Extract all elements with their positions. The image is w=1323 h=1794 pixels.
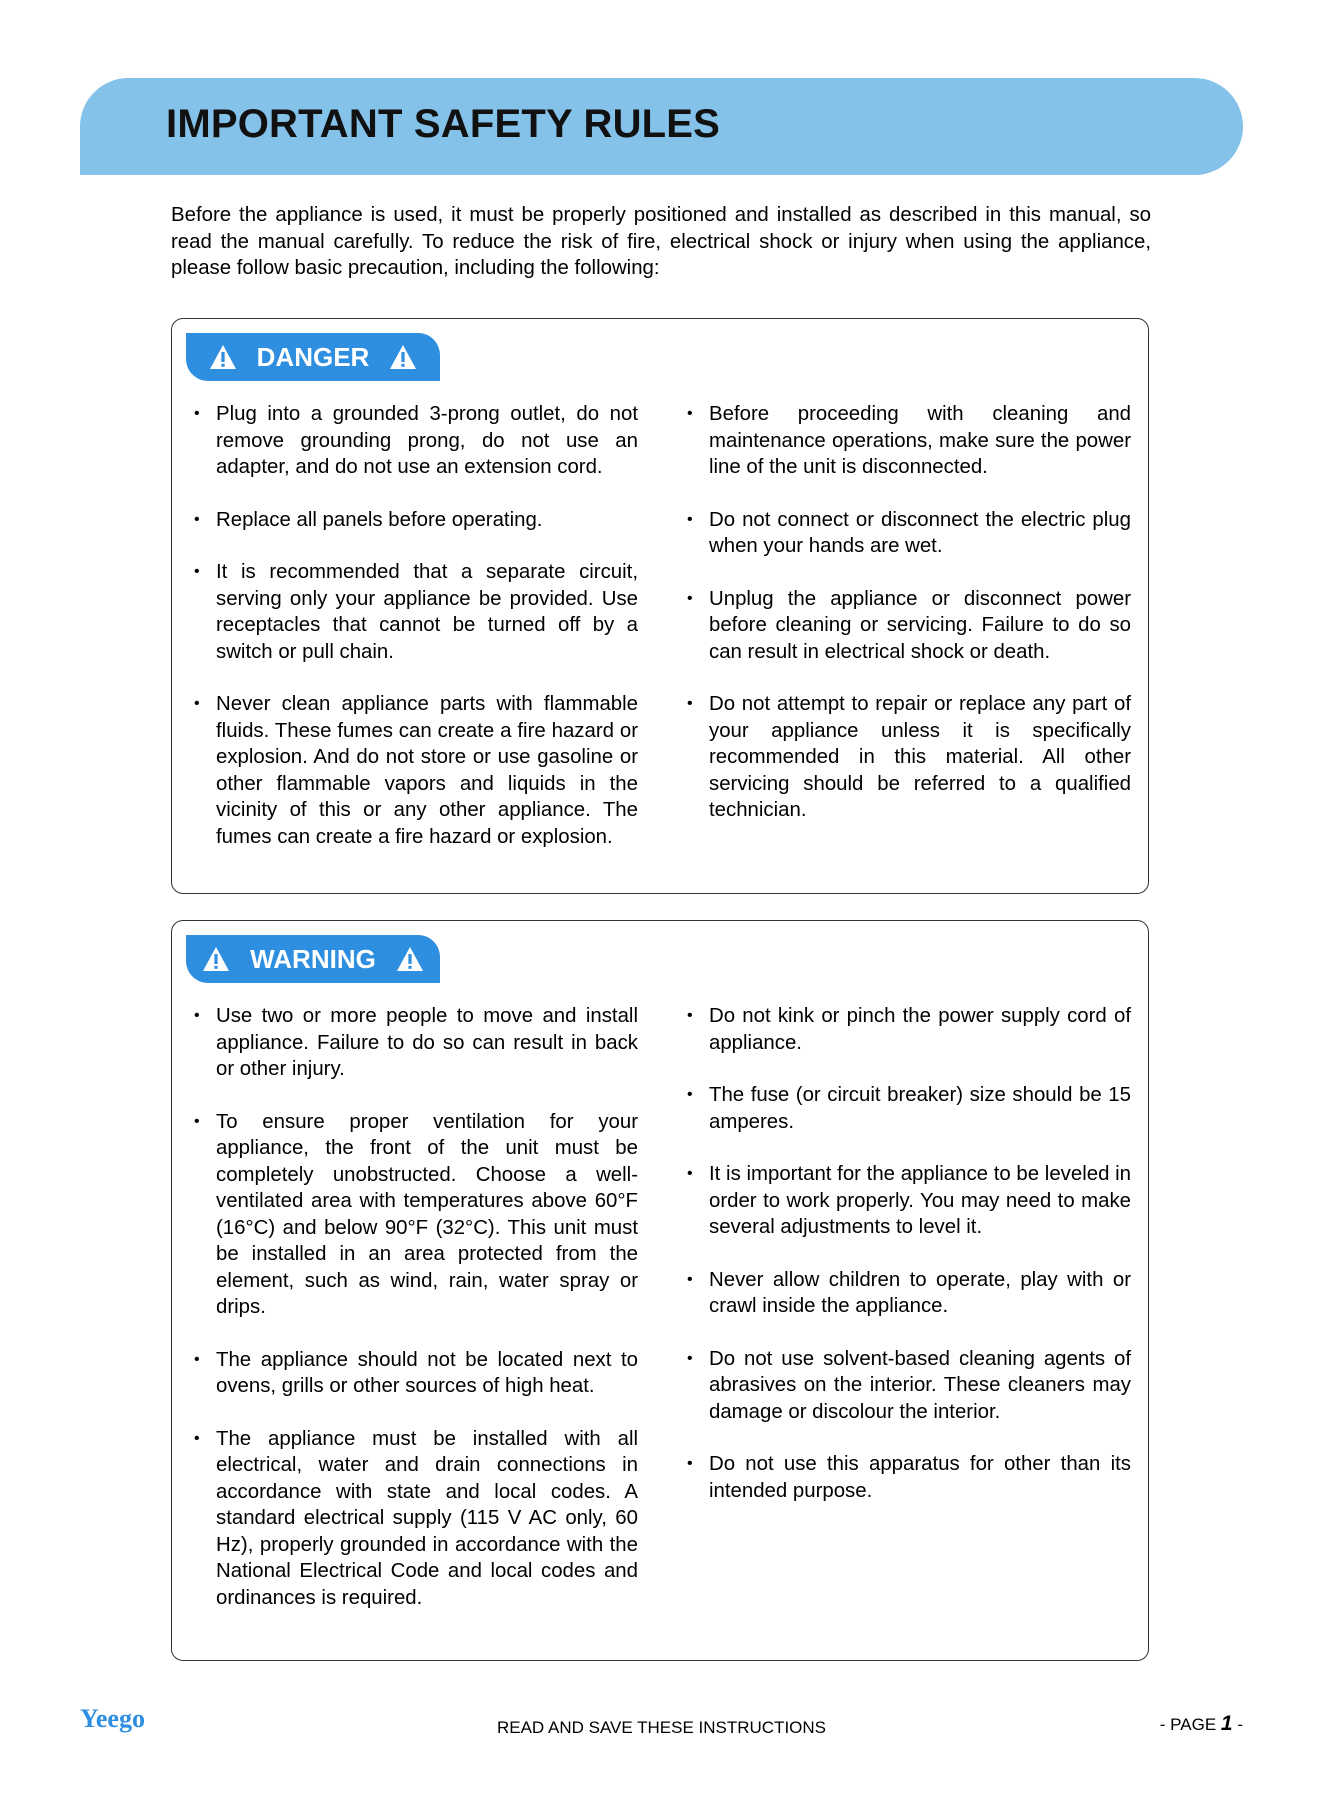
- warning-triangle-icon: [396, 946, 424, 972]
- warning-triangle-icon: [202, 946, 230, 972]
- list-item: • Before proceeding with cleaning and maintenance operations, make sure the power line of the unit is disconnected.: [687, 401, 1131, 481]
- list-item: • The fuse (or circuit breaker) size should be 15 amperes.: [687, 1082, 1131, 1135]
- danger-right-list: [687, 401, 1131, 850]
- warning-label: WARNING: [250, 943, 376, 974]
- list-item: • The appliance should not be located next to ovens, grills or other sources of high heat.: [194, 1347, 638, 1400]
- list-item: • The appliance must be installed with all electrical, water and drain connections in accordance with state and local codes. A standard electrical supply (115 V AC only, 60 Hz), properly grounded in accordance with the National Electrical Code and local codes and ordinances is required.: [194, 1426, 638, 1612]
- list-item: • Replace all panels before operating.: [194, 507, 638, 534]
- danger-panel: [171, 318, 1149, 894]
- danger-left-list: [194, 401, 638, 876]
- list-item: • Use two or more people to move and install appliance. Failure to do so can result in back or other injury.: [194, 1003, 638, 1083]
- warning-triangle-icon: [389, 344, 417, 370]
- intro-paragraph: Before the appliance is used, it must be properly positioned and installed as described in this manual, so read the manual carefully. To reduce the risk of fire, electrical shock or injury when using the appliance, please follow basic precaution, including the following:: [171, 204, 1151, 279]
- page-prefix: - PAGE: [1159, 1715, 1217, 1734]
- list-item: • Unplug the appliance or disconnect power before cleaning or servicing. Failure to do so can result in electrical shock or death.: [687, 586, 1131, 666]
- warning-triangle-icon: [209, 344, 237, 370]
- list-item: • To ensure proper ventilation for your appliance, the front of the unit must be completely unobstructed. Choose a well-ventilated area with temperatures above 60°F (16°C) and below 90°F (32°C). This unit must be installed in an area protected from the element, such as wind, rain, water spray or drips.: [194, 1109, 638, 1321]
- list-item: • Do not use this apparatus for other than its intended purpose.: [687, 1451, 1131, 1504]
- list-item: • Do not attempt to repair or replace any part of your appliance unless it is specifically recommended in this material. All other servicing should be referred to a qualified technician.: [687, 691, 1131, 824]
- warning-tag: [186, 935, 440, 983]
- warning-panel: [171, 920, 1149, 1661]
- danger-label: DANGER: [256, 341, 370, 372]
- list-item: • Never clean appliance parts with flammable fluids. These fumes can create a fire hazard or explosion. And do not store or use gasoline or other flammable vapors and liquids in the vicinity of this or any other appliance. The fumes can create a fire hazard or explosion.: [194, 691, 638, 850]
- page-number-value: 1: [1220, 1712, 1233, 1735]
- warning-left-list: [194, 1003, 638, 1637]
- header-band: [80, 78, 1243, 175]
- page-suffix: -: [1237, 1715, 1243, 1734]
- list-item: • Plug into a grounded 3-prong outlet, do not remove grounding prong, do not use an adapter, and do not use an extension cord.: [194, 401, 638, 481]
- brand-logo: Yeego: [80, 1704, 145, 1733]
- list-item: • It is recommended that a separate circuit, serving only your appliance be provided. Use receptacles that cannot be turned off by a switch or pull chain.: [194, 559, 638, 665]
- footer-instructions: READ AND SAVE THESE INSTRUCTIONS: [496, 1718, 827, 1737]
- page-title: IMPORTANT SAFETY RULES: [166, 102, 721, 146]
- list-item: • Do not connect or disconnect the electric plug when your hands are wet.: [687, 507, 1131, 560]
- list-item: • It is important for the appliance to be leveled in order to work properly. You may need to make several adjustments to level it.: [687, 1161, 1131, 1241]
- list-item: • Do not kink or pinch the power supply cord of appliance.: [687, 1003, 1131, 1056]
- danger-tag: [186, 333, 440, 381]
- list-item: • Do not use solvent-based cleaning agents of abrasives on the interior. These cleaners may damage or discolour the interior.: [687, 1346, 1131, 1426]
- warning-right-list: [687, 1003, 1131, 1530]
- page-number: [1160, 1712, 1243, 1736]
- list-item: • Never allow children to operate, play with or crawl inside the appliance.: [687, 1267, 1131, 1320]
